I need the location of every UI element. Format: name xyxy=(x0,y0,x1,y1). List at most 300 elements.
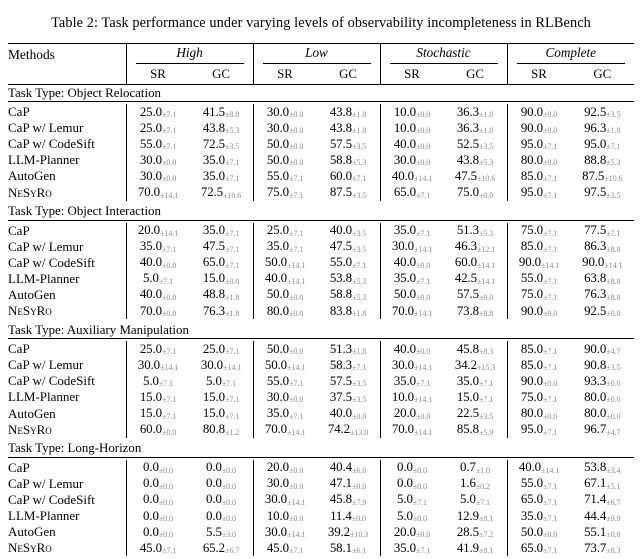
cell-mean: 46.3 xyxy=(454,239,478,254)
method-name: LLM-Planner xyxy=(8,270,80,286)
cell-std: ±0.0 xyxy=(543,309,558,319)
method-name: CaP w/ CodeSift xyxy=(8,491,95,507)
method-name: AutoGen xyxy=(8,286,56,302)
cell-std: ±0.0 xyxy=(416,158,431,168)
cell-mean: 50.0 xyxy=(266,287,289,302)
cell-mean: 43.8 xyxy=(202,120,225,135)
cell-value xyxy=(507,389,571,405)
cell-std: ±7.1 xyxy=(543,244,558,254)
cell-std: ±1.8 xyxy=(225,292,240,302)
cell-std: ±0.0 xyxy=(412,514,427,524)
cell-value xyxy=(571,136,635,152)
cell-value xyxy=(444,508,508,524)
method-name: CaP xyxy=(8,459,30,475)
cell-mean: 63.8 xyxy=(584,271,607,286)
cell-mean: 73.7 xyxy=(584,540,607,555)
cell-value xyxy=(317,239,381,255)
cell-std: ±0.0 xyxy=(162,309,177,319)
cell-value xyxy=(507,476,571,492)
cell-std: ±3.5 xyxy=(352,190,367,200)
cell-std: ±8.3 xyxy=(606,546,621,556)
cell-std: ±0.0 xyxy=(221,514,236,524)
cell-std: ±14.1 xyxy=(414,174,433,184)
cell-mean: 30.0 xyxy=(137,357,161,372)
cell-value xyxy=(507,373,571,389)
cell-value xyxy=(126,492,190,508)
table-row xyxy=(8,239,634,255)
cell-mean: 36.3 xyxy=(456,104,479,119)
cell-value xyxy=(444,524,508,540)
cell-std: ±0.0 xyxy=(416,347,431,357)
cell-value xyxy=(190,476,254,492)
cell-std: ±14.1 xyxy=(414,244,433,254)
cell-value xyxy=(317,303,381,319)
cell-mean: 70.0 xyxy=(139,303,162,318)
cell-mean: 35.0 xyxy=(266,239,289,254)
cell-value xyxy=(444,476,508,492)
cell-std: ±6.6 xyxy=(352,465,367,475)
cell-mean: 55.0 xyxy=(520,271,543,286)
cell-mean: 85.0 xyxy=(520,239,543,254)
cell-mean: 0.0 xyxy=(206,460,222,475)
cell-mean: 12.9 xyxy=(456,508,479,523)
cell-std: ±7.1 xyxy=(416,228,431,238)
cell-std: ±1.8 xyxy=(479,110,494,120)
section-header-row xyxy=(8,441,634,458)
cell-mean: 95.0 xyxy=(520,185,543,200)
cell-std: ±14.1 xyxy=(414,427,433,437)
method-name: LLM-Planner xyxy=(8,508,80,524)
cell-value xyxy=(507,239,571,255)
cell-std: ±0.0 xyxy=(416,530,431,540)
cell-value xyxy=(190,303,254,319)
cell-std: ±0.0 xyxy=(543,411,558,421)
cell-mean: 86.3 xyxy=(584,239,607,254)
cell-std: ±1.8 xyxy=(352,347,367,357)
method-name: CaP w/ CodeSift xyxy=(8,136,95,152)
cell-std: ±7.1 xyxy=(543,427,558,437)
cell-std: ±14.1 xyxy=(414,309,433,319)
cell-std: ±10.6 xyxy=(477,174,496,184)
section-title: Task Type: Object Interaction xyxy=(8,204,161,219)
cell-mean: 70.0 xyxy=(391,303,415,318)
cell-value xyxy=(507,287,571,303)
cell-mean: 57.5 xyxy=(329,136,352,151)
cell-mean: 5.0 xyxy=(143,373,159,388)
table-row xyxy=(8,271,634,287)
cell-value xyxy=(380,540,444,556)
cell-std: ±7.1 xyxy=(543,497,558,507)
cell-value xyxy=(253,255,317,271)
cell-mean: 47.5 xyxy=(454,168,478,183)
cell-std: ±3.0 xyxy=(221,530,236,540)
header-metric-sr-0: SR xyxy=(126,65,190,85)
cell-std: ±0.0 xyxy=(416,142,431,152)
cell-std: ±3.5 xyxy=(225,142,240,152)
cell-std: ±7.1 xyxy=(225,260,240,270)
table-row xyxy=(8,104,634,120)
cell-mean: 87.5 xyxy=(582,168,605,183)
method-name: AutoGen xyxy=(8,524,56,540)
cell-std: ±7.1 xyxy=(158,276,173,286)
cell-std: ±5.3 xyxy=(352,276,367,286)
cell-mean: 45.8 xyxy=(329,492,352,507)
cell-mean: 5.5 xyxy=(206,524,222,539)
cell-mean: 30.0 xyxy=(264,492,288,507)
cell-mean: 45.0 xyxy=(266,540,289,555)
cell-std: ±7.1 xyxy=(225,347,240,357)
cell-value xyxy=(190,492,254,508)
cell-std: ±7.1 xyxy=(543,347,558,357)
header-metric-gc-0: GC xyxy=(212,67,230,81)
cell-std: ±7.1 xyxy=(543,395,558,405)
cell-mean: 30.0 xyxy=(264,524,288,539)
cell-mean: 80.0 xyxy=(266,303,289,318)
cell-std: ±7.1 xyxy=(221,379,236,389)
cell-mean: 0.0 xyxy=(397,460,413,475)
cell-std: ±7.1 xyxy=(475,497,490,507)
cell-value xyxy=(571,239,635,255)
table-row xyxy=(8,373,634,389)
cell-std: ±7.1 xyxy=(543,514,558,524)
cell-mean: 80.0 xyxy=(520,152,543,167)
cell-mean: 30.0 xyxy=(393,152,416,167)
cell-mean: 40.0 xyxy=(329,223,352,238)
cell-std: ±0.0 xyxy=(352,481,367,491)
cell-value xyxy=(253,120,317,136)
cell-value xyxy=(571,524,635,540)
cell-value xyxy=(190,389,254,405)
cell-mean: 40.4 xyxy=(329,460,352,475)
cell-std: ±6.7 xyxy=(225,546,240,556)
cell-mean: 30.0 xyxy=(200,357,224,372)
cell-value xyxy=(571,287,635,303)
cell-value xyxy=(380,287,444,303)
cell-mean: 35.0 xyxy=(456,373,479,388)
cell-std: ±8.3 xyxy=(479,347,494,357)
cell-std: ±7.1 xyxy=(289,411,304,421)
cell-std: ±0.0 xyxy=(351,514,366,524)
cell-std: ±7.1 xyxy=(479,395,494,405)
cell-value xyxy=(317,271,381,287)
method-name: CaP w/ Lemur xyxy=(8,238,84,254)
table-body xyxy=(8,44,634,559)
cell-mean: 80.0 xyxy=(584,406,607,421)
cell-mean: 10.0 xyxy=(393,104,416,119)
cell-std: ±14.1 xyxy=(223,363,242,373)
cell-mean: 58.8 xyxy=(329,152,352,167)
cell-mean: 72.5 xyxy=(202,136,225,151)
cell-mean: 67.1 xyxy=(584,476,607,491)
cell-mean: 34.2 xyxy=(454,357,478,372)
cell-mean: 35.0 xyxy=(393,540,416,555)
cell-std: ±0.0 xyxy=(412,465,427,475)
cell-value xyxy=(126,303,190,319)
cell-std: ±0.0 xyxy=(289,126,304,136)
cell-mean: 60.0 xyxy=(139,422,162,437)
cell-std: ±0.0 xyxy=(606,379,621,389)
method-name: CaP w/ Lemur xyxy=(8,475,84,491)
cell-value xyxy=(571,540,635,556)
cell-std: ±1.8 xyxy=(479,126,494,136)
cell-std: ±7.9 xyxy=(352,497,367,507)
cell-mean: 20.0 xyxy=(393,524,416,539)
method-name: CaP w/ CodeSift xyxy=(8,254,95,270)
cell-mean: 51.3 xyxy=(456,223,479,238)
cell-mean: 75.0 xyxy=(520,287,543,302)
cell-mean: 15.0 xyxy=(456,389,479,404)
cell-mean: 53.8 xyxy=(329,271,352,286)
cell-std: ±0.0 xyxy=(289,158,304,168)
cell-mean: 52.5 xyxy=(456,136,479,151)
cell-value xyxy=(380,357,444,373)
cell-std: ±1.8 xyxy=(352,126,367,136)
cell-value xyxy=(190,406,254,422)
cell-mean: 85.0 xyxy=(520,168,543,183)
method-name: LLM-Planner xyxy=(8,152,80,168)
cell-mean: 40.0 xyxy=(264,271,288,286)
cell-mean: 0.0 xyxy=(206,508,222,523)
cell-value xyxy=(380,373,444,389)
cell-value xyxy=(190,460,254,476)
cell-std: ±14.1 xyxy=(541,260,560,270)
cell-std: ±0.0 xyxy=(543,379,558,389)
cell-std: ±7.1 xyxy=(225,395,240,405)
cell-mean: 41.9 xyxy=(456,540,479,555)
cell-std: ±7.1 xyxy=(289,244,304,254)
cell-std: ±7.1 xyxy=(352,260,367,270)
cell-std: ±14.1 xyxy=(287,363,306,373)
cell-std: ±1.8 xyxy=(606,126,621,136)
cell-value xyxy=(444,540,508,556)
cell-std: ±14.1 xyxy=(604,260,623,270)
cell-mean: 10.0 xyxy=(391,389,415,404)
cell-mean: 15.0 xyxy=(202,271,225,286)
header-metric-sr-1: SR xyxy=(253,65,317,85)
cell-mean: 55.0 xyxy=(139,136,162,151)
cell-std: ±0.0 xyxy=(158,530,173,540)
cell-value xyxy=(571,476,635,492)
cell-value xyxy=(380,120,444,136)
cell-value xyxy=(126,120,190,136)
cell-mean: 75.0 xyxy=(456,185,479,200)
cell-value xyxy=(190,357,254,373)
cell-value xyxy=(190,271,254,287)
cell-mean: 65.0 xyxy=(520,540,543,555)
cell-value xyxy=(317,136,381,152)
cell-mean: 15.0 xyxy=(202,389,225,404)
cell-mean: 30.0 xyxy=(139,152,162,167)
cell-std: ±10.3 xyxy=(350,530,369,540)
cell-value xyxy=(253,303,317,319)
cell-value xyxy=(190,508,254,524)
cell-mean: 25.0 xyxy=(139,104,162,119)
cell-mean: 75.0 xyxy=(520,389,543,404)
table-row xyxy=(8,287,634,303)
cell-mean: 90.0 xyxy=(520,120,543,135)
cell-value xyxy=(571,492,635,508)
cell-value xyxy=(571,223,635,239)
method-name: CaP w/ Lemur xyxy=(8,357,84,373)
cell-std: ±0.0 xyxy=(221,497,236,507)
cell-value xyxy=(380,152,444,168)
cell-value xyxy=(571,406,635,422)
cell-mean: 40.0 xyxy=(518,460,542,475)
cell-std: ±0.0 xyxy=(289,514,304,524)
cell-std: ±7.1 xyxy=(289,546,304,556)
cell-mean: 40.0 xyxy=(393,136,416,151)
cell-mean: 35.0 xyxy=(202,168,225,183)
cell-std: ±5.9 xyxy=(479,427,494,437)
cell-value xyxy=(380,303,444,319)
cell-std: ±7.1 xyxy=(162,395,177,405)
cell-std: ±0.0 xyxy=(543,530,558,540)
cell-value xyxy=(126,422,190,438)
cell-mean: 80.8 xyxy=(202,422,225,437)
cell-value xyxy=(126,476,190,492)
cell-value xyxy=(126,255,190,271)
cell-std: ±0.0 xyxy=(543,126,558,136)
method-name: NeSyRo xyxy=(8,184,52,200)
cell-mean: 55.0 xyxy=(266,373,289,388)
cell-mean: 40.0 xyxy=(393,255,416,270)
cell-std: ±14.1 xyxy=(541,465,560,475)
cell-std: ±0.0 xyxy=(289,347,304,357)
cell-value xyxy=(317,460,381,476)
cell-value xyxy=(380,492,444,508)
cell-std: ±6.1 xyxy=(352,546,367,556)
cell-std: ±14.1 xyxy=(287,427,306,437)
cell-mean: 70.0 xyxy=(137,185,161,200)
cell-std: ±8.1 xyxy=(479,514,494,524)
cell-value xyxy=(126,152,190,168)
cell-value xyxy=(380,508,444,524)
cell-std: ±0.0 xyxy=(416,411,431,421)
cell-std: ±7.1 xyxy=(162,244,177,254)
cell-mean: 57.5 xyxy=(329,373,352,388)
table-row xyxy=(8,422,634,438)
cell-value xyxy=(317,422,381,438)
cell-value xyxy=(126,223,190,239)
cell-mean: 85.8 xyxy=(456,422,479,437)
cell-value xyxy=(317,152,381,168)
header-group-label: Low xyxy=(263,45,371,64)
cell-value xyxy=(507,540,571,556)
cell-std: ±7.1 xyxy=(289,228,304,238)
cell-value xyxy=(190,341,254,357)
table-row xyxy=(8,492,634,508)
cell-std: ±14.1 xyxy=(287,276,306,286)
table-row xyxy=(8,341,634,357)
cell-mean: 65.2 xyxy=(202,540,225,555)
cell-std: ±0.0 xyxy=(543,158,558,168)
cell-value xyxy=(380,341,444,357)
cell-mean: 58.8 xyxy=(329,287,352,302)
cell-std: ±7.1 xyxy=(158,379,173,389)
cell-std: ±8.8 xyxy=(225,110,240,120)
cell-mean: 95.0 xyxy=(520,422,543,437)
cell-mean: 30.0 xyxy=(139,168,162,183)
cell-std: ±0.0 xyxy=(289,465,304,475)
cell-std: ±4.7 xyxy=(606,427,621,437)
cell-mean: 20.0 xyxy=(137,223,161,238)
cell-value xyxy=(190,373,254,389)
cell-mean: 15.0 xyxy=(139,406,162,421)
cell-mean: 0.0 xyxy=(143,508,159,523)
cell-mean: 0.0 xyxy=(143,492,159,507)
cell-value xyxy=(444,373,508,389)
cell-value xyxy=(126,508,190,524)
table-caption: Table 2: Task performance under varying levels of observability incompleteness in RLBench xyxy=(51,15,591,31)
cell-mean: 35.0 xyxy=(393,271,416,286)
cell-std: ±3.4 xyxy=(606,465,621,475)
cell-value xyxy=(444,492,508,508)
header-group-high xyxy=(126,44,253,65)
cell-value xyxy=(126,271,190,287)
cell-std: ±7.1 xyxy=(416,276,431,286)
method-name: CaP w/ Lemur xyxy=(8,120,84,136)
cell-std: ±0.0 xyxy=(416,110,431,120)
cell-mean: 0.0 xyxy=(397,476,413,491)
cell-mean: 44.4 xyxy=(584,508,607,523)
cell-mean: 40.0 xyxy=(139,287,162,302)
cell-mean: 90.0 xyxy=(520,303,543,318)
cell-mean: 85.0 xyxy=(520,341,543,356)
cell-value xyxy=(444,389,508,405)
cell-value xyxy=(507,255,571,271)
cell-std: ±1.2 xyxy=(225,427,240,437)
cell-std: ±7.1 xyxy=(543,276,558,286)
cell-value xyxy=(507,492,571,508)
cell-value xyxy=(253,540,317,556)
cell-mean: 75.0 xyxy=(266,185,289,200)
cell-value xyxy=(444,152,508,168)
cell-mean: 48.8 xyxy=(202,287,225,302)
cell-value xyxy=(253,422,317,438)
cell-value xyxy=(571,341,635,357)
cell-value xyxy=(507,104,571,120)
cell-mean: 72.5 xyxy=(200,185,224,200)
cell-std: ±5.1 xyxy=(606,481,621,491)
cell-value xyxy=(126,406,190,422)
header-metric-gc-2: GC xyxy=(466,67,484,81)
results-table xyxy=(8,43,634,559)
cell-mean: 50.0 xyxy=(266,341,289,356)
cell-mean: 90.0 xyxy=(584,341,607,356)
header-metric-gc-3: GC xyxy=(593,67,612,81)
table-row xyxy=(8,168,634,184)
cell-mean: 30.0 xyxy=(391,239,415,254)
cell-std: ±0.0 xyxy=(158,514,173,524)
cell-std: ±7.1 xyxy=(352,174,367,184)
cell-mean: 30.0 xyxy=(266,120,289,135)
cell-mean: 35.0 xyxy=(202,223,225,238)
cell-mean: 76.3 xyxy=(584,287,607,302)
cell-value xyxy=(507,303,571,319)
cell-std: ±0.0 xyxy=(162,260,177,270)
cell-std: ±0.0 xyxy=(416,292,431,302)
cell-value xyxy=(571,460,635,476)
cell-mean: 36.3 xyxy=(456,120,479,135)
cell-std: ±14.1 xyxy=(414,395,433,405)
cell-mean: 1.6 xyxy=(460,476,476,491)
cell-value xyxy=(507,136,571,152)
cell-mean: 75.0 xyxy=(520,223,543,238)
cell-mean: 65.0 xyxy=(520,492,543,507)
cell-value xyxy=(571,303,635,319)
cell-std: ±0.0 xyxy=(606,411,621,421)
cell-mean: 58.3 xyxy=(329,357,352,372)
